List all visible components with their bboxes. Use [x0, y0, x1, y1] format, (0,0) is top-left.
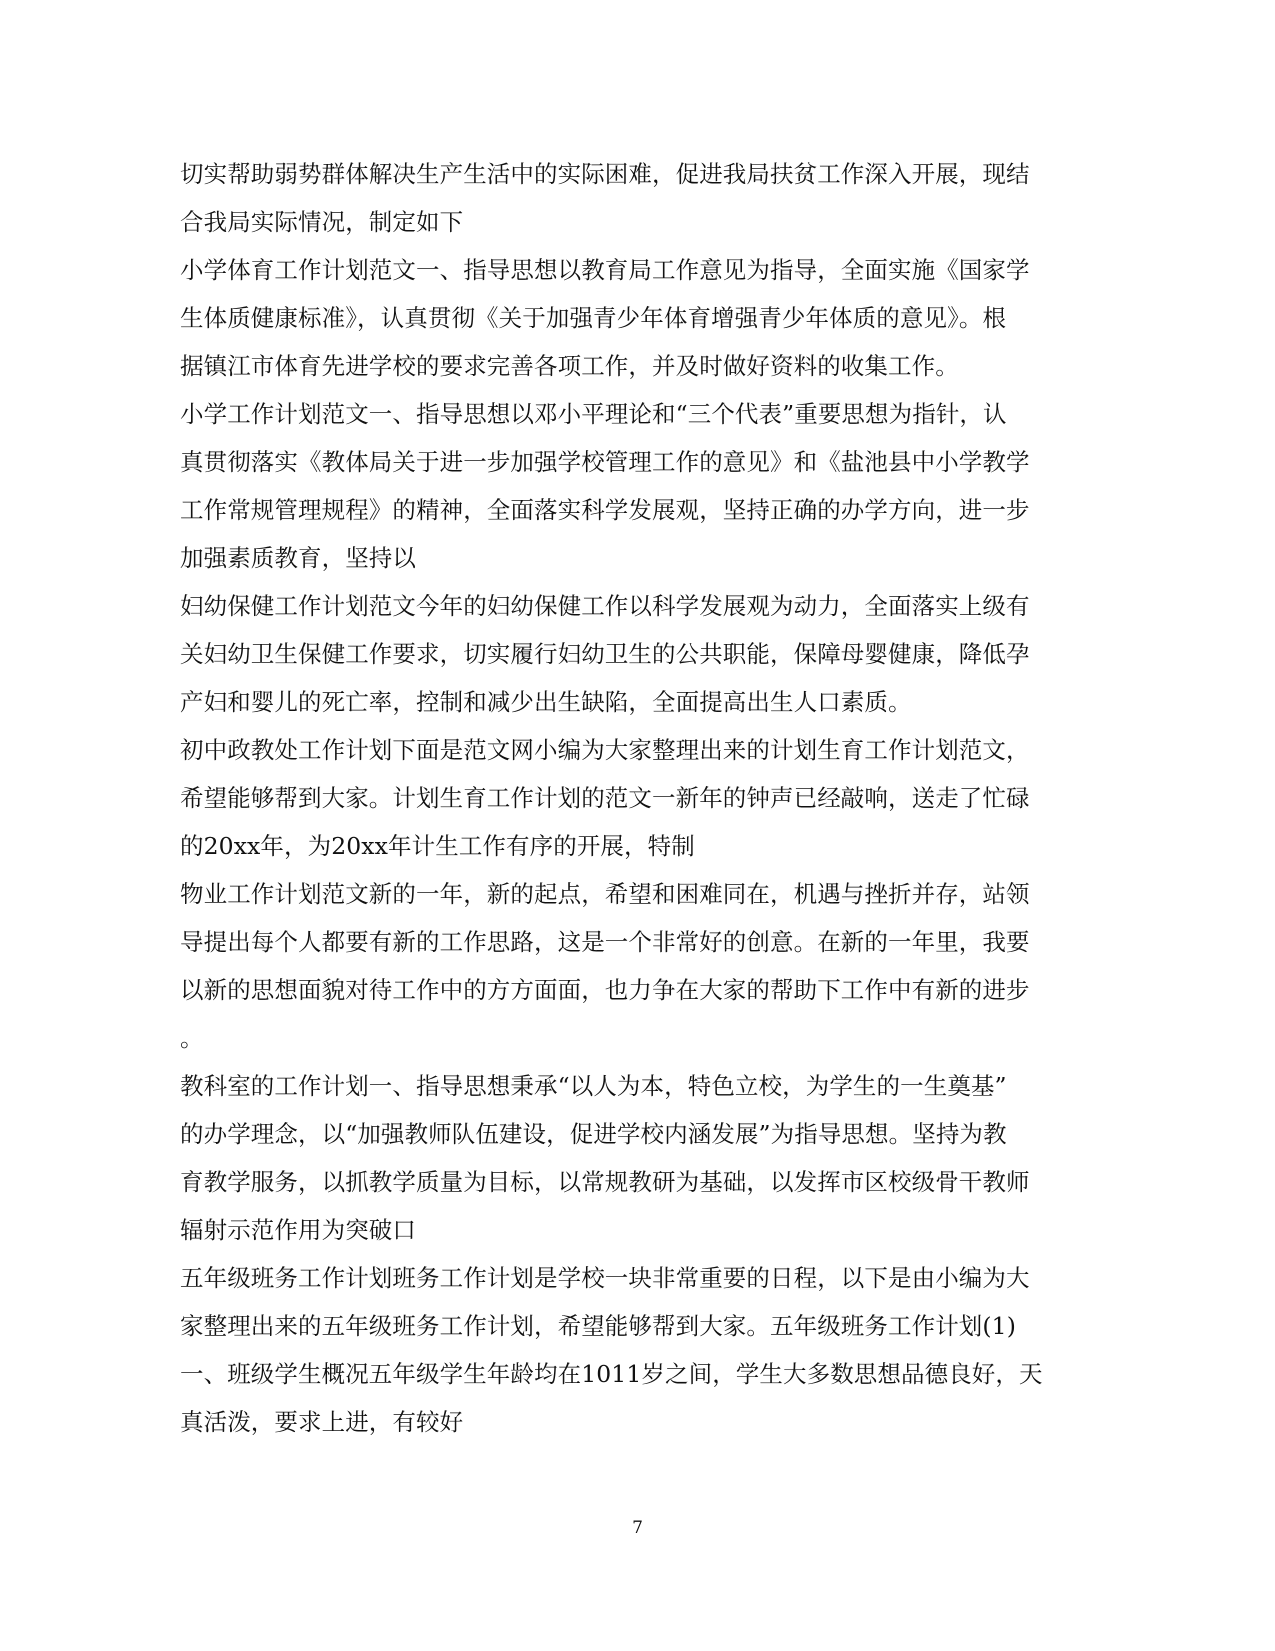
text-line: 。	[180, 1024, 204, 1052]
text-line: 妇幼保健工作计划范文今年的妇幼保健工作以科学发展观为动力，全面落实上级有	[180, 592, 1030, 620]
text-line: 五年级班务工作计划班务工作计划是学校一块非常重要的日程，以下是由小编为大	[180, 1264, 1030, 1292]
text-line: 育教学服务，以抓教学质量为目标，以常规教研为基础，以发挥市区校级骨干教师	[180, 1168, 1030, 1196]
text-line: 小学体育工作计划范文一、指导思想以教育局工作意见为指导，全面实施《国家学	[180, 256, 1030, 284]
text-line: 导提出每个人都要有新的工作思路，这是一个非常好的创意。在新的一年里，我要	[180, 928, 1030, 956]
text-line: 小学工作计划范文一、指导思想以邓小平理论和“三个代表”重要思想为指针，认	[180, 400, 1007, 428]
text-line: 工作常规管理规程》的精神，全面落实科学发展观，坚持正确的办学方向，进一步	[180, 496, 1030, 524]
text-line: 教科室的工作计划一、指导思想秉承“以人为本，特色立校，为学生的一生奠基”	[180, 1072, 1007, 1100]
text-line: 生体质健康标准》，认真贯彻《关于加强青少年体育增强青少年体质的意见》。根	[180, 304, 1007, 332]
text-line: 初中政教处工作计划下面是范文网小编为大家整理出来的计划生育工作计划范文，	[180, 736, 1030, 764]
text-line: 家整理出来的五年级班务工作计划，希望能够帮到大家。五年级班务工作计划(1)	[180, 1312, 1016, 1340]
text-line: 希望能够帮到大家。计划生育工作计划的范文一新年的钟声已经敲响，送走了忙碌	[180, 784, 1030, 812]
text-line: 产妇和婴儿的死亡率，控制和减少出生缺陷，全面提高出生人口素质。	[180, 688, 912, 716]
text-line: 辐射示范作用为突破口	[180, 1216, 416, 1244]
text-line: 真贯彻落实《教体局关于进一步加强学校管理工作的意见》和《盐池县中小学教学	[180, 448, 1030, 476]
text-line: 切实帮助弱势群体解决生产生活中的实际困难，促进我局扶贫工作深入开展，现结	[180, 160, 1030, 188]
text-line: 关妇幼卫生保健工作要求，切实履行妇幼卫生的公共职能，保障母婴健康，降低孕	[180, 640, 1030, 668]
body-text	[180, 150, 1080, 1446]
page-number: 7	[632, 1518, 643, 1538]
text-line: 真活泼，要求上进，有较好	[180, 1408, 464, 1436]
text-line: 据镇江市体育先进学校的要求完善各项工作，并及时做好资料的收集工作。	[180, 352, 959, 380]
text-line: 合我局实际情况，制定如下	[180, 208, 464, 236]
text-line: 物业工作计划范文新的一年，新的起点，希望和困难同在，机遇与挫折并存，站领	[180, 880, 1030, 908]
text-line: 以新的思想面貌对待工作中的方方面面，也力争在大家的帮助下工作中有新的进步	[180, 976, 1030, 1004]
text-line: 的20xx年，为20xx年计生工作有序的开展，特制	[180, 832, 695, 860]
text-line: 一、班级学生概况五年级学生年龄均在1011岁之间，学生大多数思想品德良好，天	[180, 1360, 1043, 1388]
text-line: 的办学理念，以“加强教师队伍建设，促进学校内涵发展”为指导思想。坚持为教	[180, 1120, 1007, 1148]
text-line: 加强素质教育，坚持以	[180, 544, 416, 572]
